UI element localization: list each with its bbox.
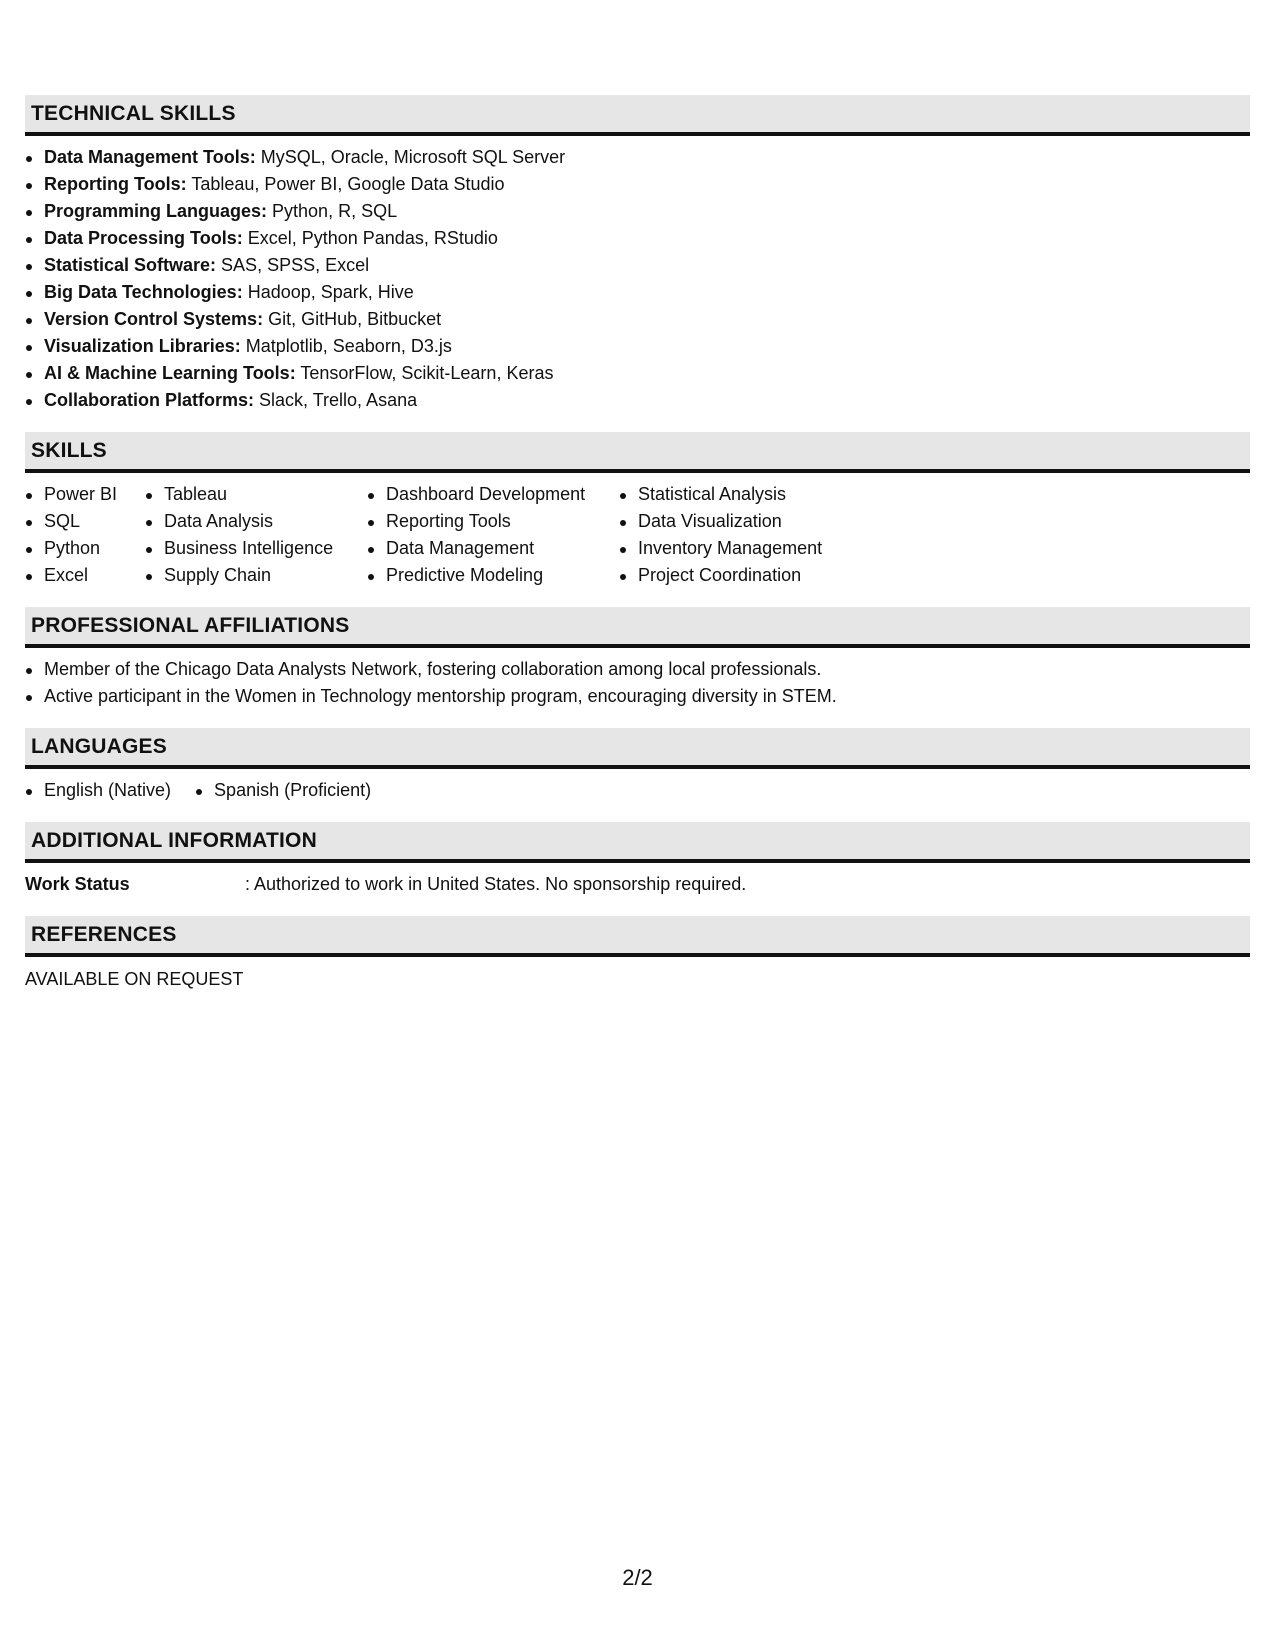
list-item	[25, 387, 1250, 414]
list-item: Data Management	[367, 535, 599, 562]
skill-value: Tableau, Power BI, Google Data Studio	[186, 174, 505, 194]
skills-column-2	[145, 481, 347, 589]
languages-list	[25, 777, 1250, 804]
skill-value: Hadoop, Spark, Hive	[242, 282, 414, 302]
technical-skills-header	[25, 95, 1250, 136]
list-item: Active participant in the Women in Technology mentorship program, encouraging diversity in STEM.	[25, 683, 1250, 710]
skills-section	[25, 432, 1250, 589]
list-item: SQL	[25, 508, 125, 535]
skills-column-4	[619, 481, 849, 589]
section-title: SKILLS	[31, 438, 107, 462]
skill-value: Matplotlib, Seaborn, D3.js	[240, 336, 452, 356]
skills-grid	[25, 481, 1250, 589]
list-item: Power BI	[25, 481, 125, 508]
list-item: Inventory Management	[619, 535, 849, 562]
languages-section	[25, 728, 1250, 804]
technical-skills-list	[25, 144, 1250, 414]
work-status-row	[25, 871, 1250, 898]
list-item: Dashboard Development	[367, 481, 599, 508]
skill-value: TensorFlow, Scikit-Learn, Keras	[295, 363, 554, 383]
references-section	[25, 916, 1250, 993]
list-item: Member of the Chicago Data Analysts Network, fostering collaboration among local professionals.	[25, 656, 1250, 683]
skill-label: Data Management Tools:	[44, 147, 256, 167]
additional-info-header	[25, 822, 1250, 863]
list-item: Tableau	[145, 481, 347, 508]
list-item: Business Intelligence	[145, 535, 347, 562]
list-item: Project Coordination	[619, 562, 849, 589]
skill-label: Big Data Technologies:	[44, 282, 243, 302]
work-status-label: Work Status	[25, 874, 130, 894]
skills-column-3	[367, 481, 599, 589]
list-item: Predictive Modeling	[367, 562, 599, 589]
list-item	[25, 171, 1250, 198]
list-item: Supply Chain	[145, 562, 347, 589]
list-item: English (Native)	[25, 777, 171, 804]
skill-value: Excel, Python Pandas, RStudio	[242, 228, 498, 248]
skill-label: Collaboration Platforms:	[44, 390, 255, 410]
additional-info-section	[25, 822, 1250, 898]
languages-header	[25, 728, 1250, 769]
affiliations-list	[25, 656, 1250, 710]
list-item	[25, 306, 1250, 333]
list-item: Spanish (Proficient)	[195, 777, 371, 804]
skill-label: Reporting Tools:	[44, 174, 187, 194]
affiliations-section	[25, 607, 1250, 710]
skill-label: Visualization Libraries:	[44, 336, 241, 356]
list-item	[25, 144, 1250, 171]
skill-label: AI & Machine Learning Tools:	[44, 363, 296, 383]
references-text: AVAILABLE ON REQUEST	[25, 969, 244, 989]
list-item	[25, 279, 1250, 306]
list-item: Excel	[25, 562, 125, 589]
list-item	[25, 225, 1250, 252]
section-title: ADDITIONAL INFORMATION	[31, 828, 317, 852]
page-number: 2/2	[622, 1565, 653, 1590]
skill-label: Version Control Systems:	[44, 309, 264, 329]
section-title: PROFESSIONAL AFFILIATIONS	[31, 613, 350, 637]
skills-header	[25, 432, 1250, 473]
section-title: TECHNICAL SKILLS	[31, 101, 236, 125]
resume-page	[25, 95, 1250, 1011]
skills-column-1	[25, 481, 125, 589]
skill-value: SAS, SPSS, Excel	[216, 255, 370, 275]
skill-label: Statistical Software:	[44, 255, 217, 275]
skill-value: MySQL, Oracle, Microsoft SQL Server	[255, 147, 566, 167]
references-header	[25, 916, 1250, 957]
list-item: Data Visualization	[619, 508, 849, 535]
list-item: Reporting Tools	[367, 508, 599, 535]
work-status-value: : Authorized to work in United States. No sponsorship required.	[245, 874, 747, 894]
section-title: REFERENCES	[31, 922, 177, 946]
list-item	[25, 198, 1250, 225]
skill-label: Data Processing Tools:	[44, 228, 243, 248]
skill-value: Python, R, SQL	[267, 201, 398, 221]
skill-value: Slack, Trello, Asana	[254, 390, 418, 410]
list-item: Python	[25, 535, 125, 562]
list-item	[25, 333, 1250, 360]
affiliations-header	[25, 607, 1250, 648]
section-title: LANGUAGES	[31, 734, 167, 758]
technical-skills-section	[25, 95, 1250, 414]
skill-value: Git, GitHub, Bitbucket	[263, 309, 442, 329]
skill-label: Programming Languages:	[44, 201, 268, 221]
list-item: Data Analysis	[145, 508, 347, 535]
list-item	[25, 252, 1250, 279]
list-item	[25, 360, 1250, 387]
list-item: Statistical Analysis	[619, 481, 849, 508]
